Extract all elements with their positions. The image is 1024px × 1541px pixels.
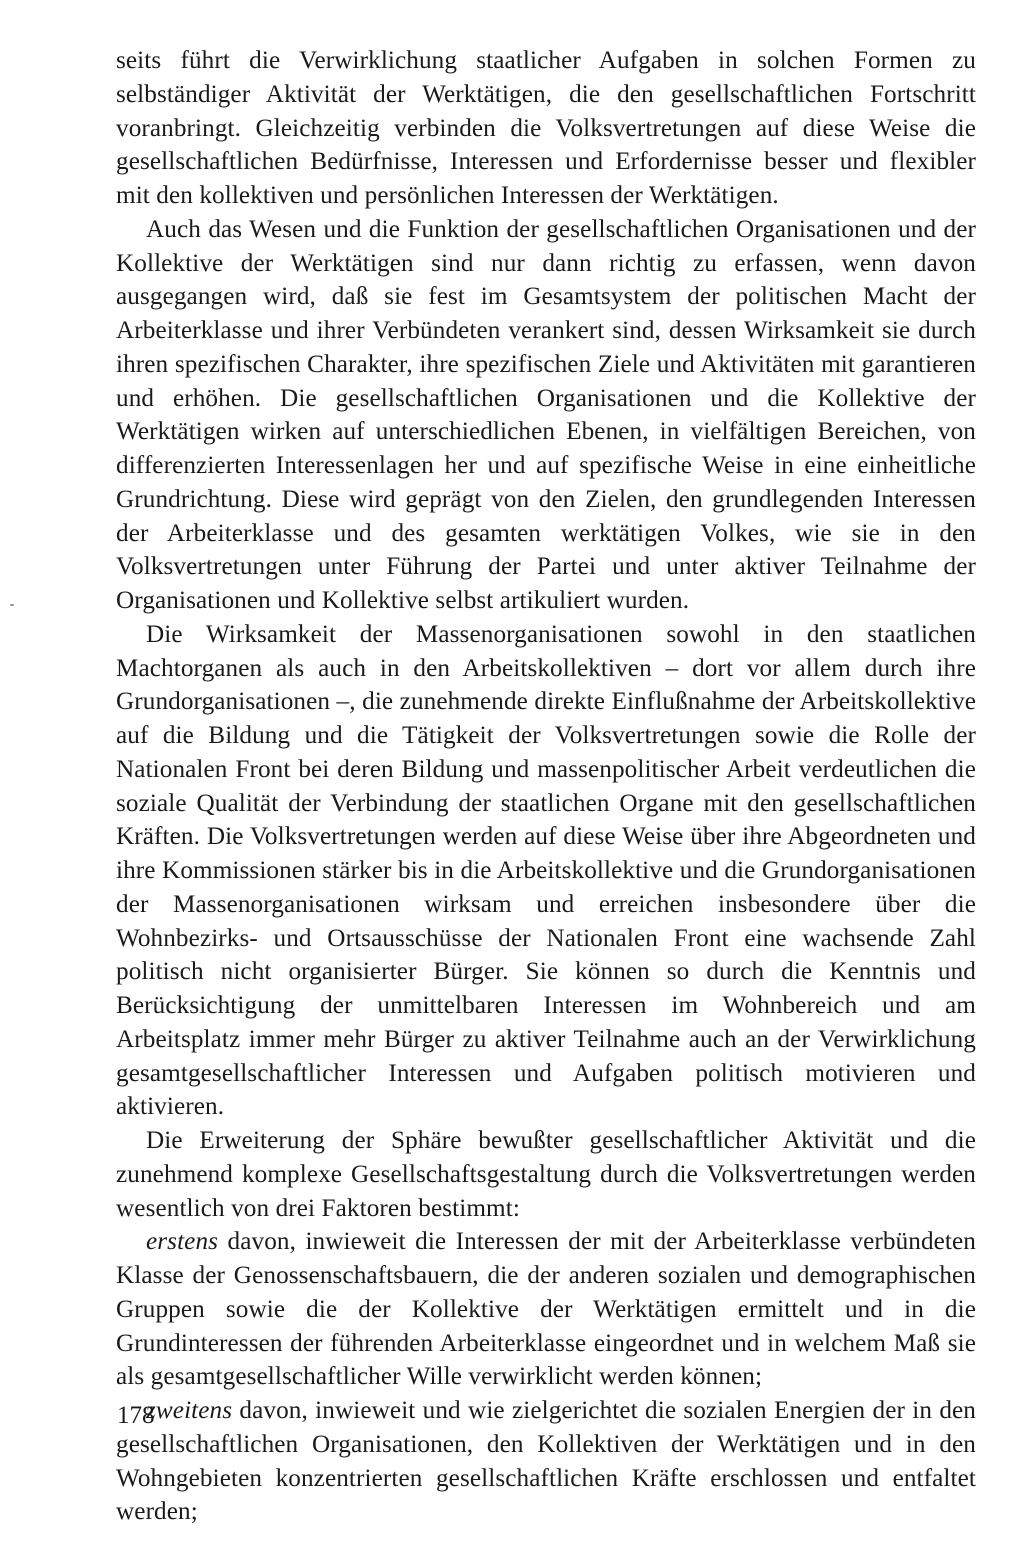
page-number: 178 [117,1402,155,1429]
scan-speck [10,604,14,606]
paragraph-5-text: davon, inwieweit die Interessen der mit der Arbeiterklasse verbündeten Klasse der Genossenschaftsbauern, die der anderen sozialen und demographischen Gruppen sowie die der Kollektive der Werktätigen ermittelt und in die Grundinteressen der führenden Arbeiterklasse eingeordnet und in welchem Maß sie als gesamtgesellschaftlicher Wille verwirklicht werden können; [116,1228,976,1391]
paragraph-6 [116,1394,976,1529]
paragraph-1: seits führt die Verwirklichung staatlicher Aufgaben in solchen Formen zu selbständiger Aktivität der Werktätigen, die den gesellschaftlichen Fortschritt voranbringt. Gleichzeitig verbinden die Volksvertretungen auf diese Weise die gesellschaftlichen Bedürfnisse, Interessen und Erfordernisse besser und flexibler mit den kollektiven und persönlichen Interessen der Werktätigen. [116,47,976,209]
paragraph-2: Auch das Wesen und die Funktion der gesellschaftlichen Organisationen und der Kollektive der Werktätigen sind nur dann richtig zu erfassen, wenn davon ausgegangen wird, daß sie fest im Gesamtsystem der politischen Macht der Arbeiterklasse und ihrer Verbündeten verankert sind, dessen Wirksamkeit sie durch ihren spezifischen Charakter, ihre spezifischen Ziele und Aktivitäten mit garantieren und erhöhen. Die gesellschaftlichen Organisationen und die Kollektive der Werktätigen wirken auf unterschiedlichen Ebenen, in vielfältigen Bereichen, von differenzierten Interessenlagen her und auf spezifische Weise in eine einheitliche Grundrichtung. Diese wird geprägt von den Zielen, den grundlegenden Interessen der Arbeiterklasse und des gesamten werktätigen Volkes, wie sie in den Volksvertretungen unter Führung der Partei und unter aktiver Teilnahme der Organisationen und Kollektive selbst artikuliert wurden. [116,215,976,614]
paragraph-3: Die Wirksamkeit der Massenorganisationen sowohl in den staatlichen Machtorganen als auch in den Arbeitskollektiven – dort vor allem durch ihre Grundorganisationen –, die zunehmende direkte Einflußnahme der Arbeitskollektive auf die Bildung und die Tätigkeit der Volksvertretungen sowie die Rolle der Nationalen Front bei deren Bildung und massenpolitischer Arbeit verdeutlichen die soziale Qualität der Verbindung der staatlichen Organe mit den gesellschaftlichen Kräften. Die Volksvertretungen werden auf diese Weise über ihre Abgeordneten und ihre Kommissionen stärker bis in die Arbeitskollektive und die Grundorganisationen der Massenorganisationen wirksam und erreichen insbesondere über die Wohnbezirks- und Ortsausschüsse der Nationalen Front eine wachsende Zahl politisch nicht organisierter Bürger. Sie können so durch die Kenntnis und Berücksichtigung der unmittelbaren Interessen im Wohnbereich und am Arbeitsplatz immer mehr Bürger zu aktiver Teilnahme auch an der Verwirklichung gesamtgesellschaftlicher Interessen und Aufgaben politisch motivieren und aktivieren. [116,620,976,1121]
paragraph-6-text: davon, inwieweit und wie zielgerichtet die sozialen Energien der in den gesellschaftlichen Organisationen, den Kollektiven der Werktätigen und in den Wohngebieten konzentrierten gesellschaftlichen Kräfte erschlossen und entfaltet werden; [116,1397,976,1526]
paragraph-6-lead: zweitens [146,1397,233,1424]
body-text [116,44,976,1529]
paragraph-5-lead: erstens [146,1228,219,1256]
paragraph-5 [116,1225,976,1394]
paragraph-4: Die Erweiterung der Sphäre bewußter gesellschaftlicher Aktivität und die zunehmend komplexe Gesellschaftsgestaltung durch die Volksvertretungen werden wesentlich von drei Faktoren bestimmt: [116,1127,976,1222]
